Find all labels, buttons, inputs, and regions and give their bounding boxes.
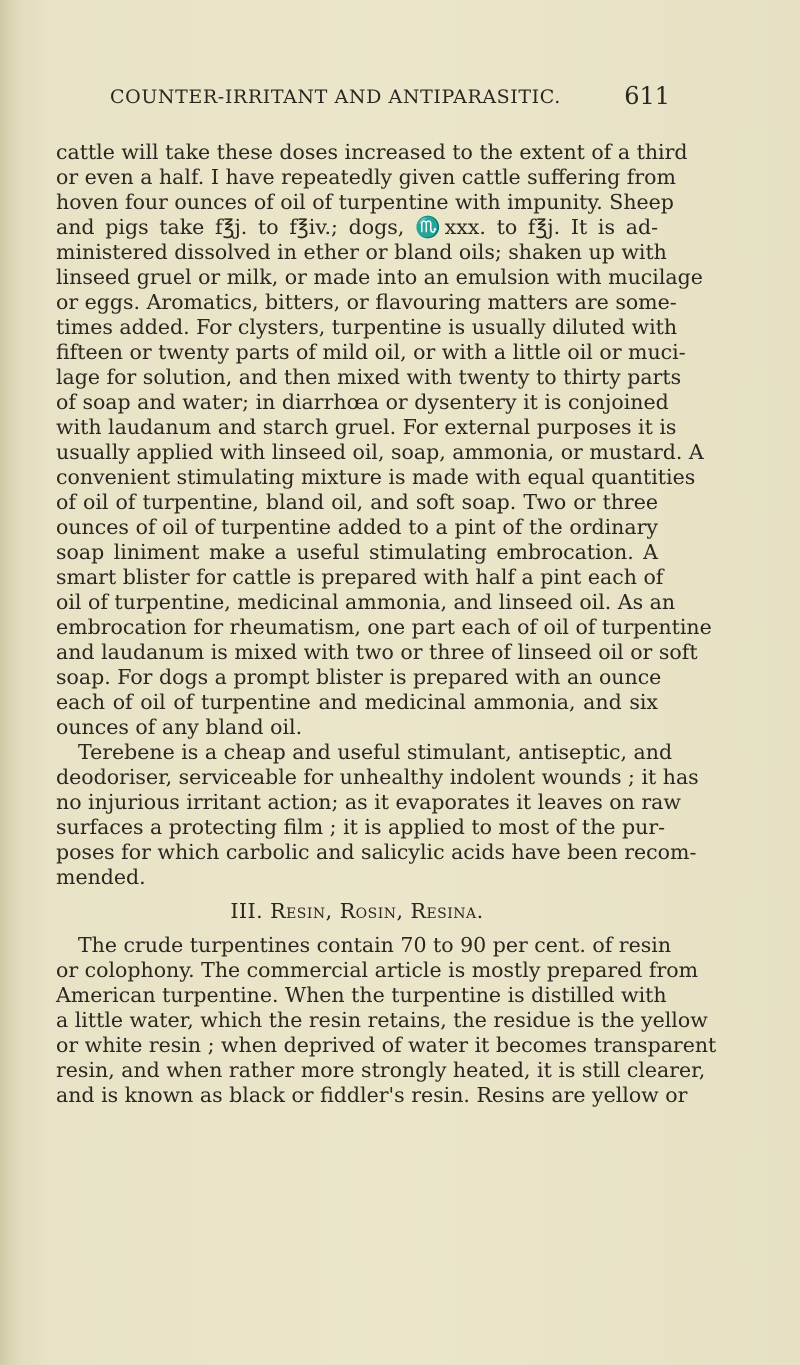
paragraph-3 xyxy=(56,933,672,958)
text-line: soap. For dogs a prompt blister is prepared with an ounce xyxy=(56,665,662,689)
text-line: smart blister for cattle is prepared with half a pint each of xyxy=(56,565,664,589)
text-line: ounces of oil of turpentine added to a pint of the ordinary xyxy=(56,515,658,539)
text-line: usually applied with linseed oil, soap, ammonia, or mustard. A xyxy=(56,440,704,464)
text-line: each of oil of turpentine and medicinal ammonia, and six xyxy=(56,690,658,714)
text-line: mended. xyxy=(56,865,146,889)
page-number: 611 xyxy=(624,82,670,110)
text-line: and is known as black or fiddler's resin. Resins are yellow or xyxy=(56,1083,688,1107)
text-line: soap liniment make a useful stimulating embrocation. A xyxy=(56,540,658,564)
text-line: of soap and water; in diarrhœa or dysentery it is conjoined xyxy=(56,390,669,414)
section-heading: III. Resin, Rosin, Resina. xyxy=(230,899,484,923)
body-text xyxy=(56,140,717,1108)
page-header xyxy=(110,82,670,116)
text-line: surfaces a protecting film ; it is applied to most of the pur- xyxy=(56,815,666,839)
paragraph-2 xyxy=(56,740,673,765)
text-line: hoven four ounces of oil of turpentine with impunity. Sheep xyxy=(56,190,674,214)
text-line: Terebene is a cheap and useful stimulant, antiseptic, and xyxy=(78,740,673,764)
text-line: ounces of any bland oil. xyxy=(56,715,303,739)
text-line: and pigs take f℥j. to f℥iv.; dogs, ♏xxx. to f℥j. It is ad- xyxy=(56,215,658,239)
text-line: resin, and when rather more strongly heated, it is still clearer, xyxy=(56,1058,706,1082)
text-line: lage for solution, and then mixed with twenty to thirty parts xyxy=(56,365,682,389)
paragraph-3-continued xyxy=(56,958,717,1108)
paragraph-2-continued xyxy=(56,765,699,890)
text-line: or even a half. I have repeatedly given cattle suffering from xyxy=(56,165,676,189)
text-line: ministered dissolved in ether or bland oils; shaken up with xyxy=(56,240,667,264)
text-line: The crude turpentines contain 70 to 90 per cent. of resin xyxy=(78,933,672,957)
text-line: fifteen or twenty parts of mild oil, or with a little oil or muci- xyxy=(56,340,686,364)
text-line: convenient stimulating mixture is made with equal quantities xyxy=(56,465,696,489)
text-line: American turpentine. When the turpentine is distilled with xyxy=(56,983,667,1007)
text-line: cattle will take these doses increased to the extent of a third xyxy=(56,140,688,164)
text-line: with laudanum and starch gruel. For external purposes it is xyxy=(56,415,677,439)
text-line: or colophony. The commercial article is mostly prepared from xyxy=(56,958,699,982)
text-line: embrocation for rheumatism, one part each of oil of turpentine xyxy=(56,615,712,639)
text-line: oil of turpentine, medicinal ammonia, and linseed oil. As an xyxy=(56,590,676,614)
text-line: of oil of turpentine, bland oil, and soft soap. Two or three xyxy=(56,490,658,514)
text-line: a little water, which the resin retains, the residue is the yellow xyxy=(56,1008,708,1032)
text-line: times added. For clysters, turpentine is usually diluted with xyxy=(56,315,678,339)
text-line: or white resin ; when deprived of water it becomes transparent xyxy=(56,1033,717,1057)
text-line: or eggs. Aromatics, bitters, or flavouring matters are some- xyxy=(56,290,677,314)
text-line: no injurious irritant action; as it evaporates it leaves on raw xyxy=(56,790,681,814)
text-line: deodoriser, serviceable for unhealthy indolent wounds ; it has xyxy=(56,765,699,789)
running-title: COUNTER-IRRITANT AND ANTIPARASITIC. xyxy=(110,86,561,108)
text-line: poses for which carbolic and salicylic acids have been recom- xyxy=(56,840,697,864)
text-line: and laudanum is mixed with two or three of linseed oil or soft xyxy=(56,640,698,664)
paragraph-1 xyxy=(56,140,712,740)
page-gutter-shadow xyxy=(0,0,22,1365)
text-line: linseed gruel or milk, or made into an emulsion with mucilage xyxy=(56,265,703,289)
